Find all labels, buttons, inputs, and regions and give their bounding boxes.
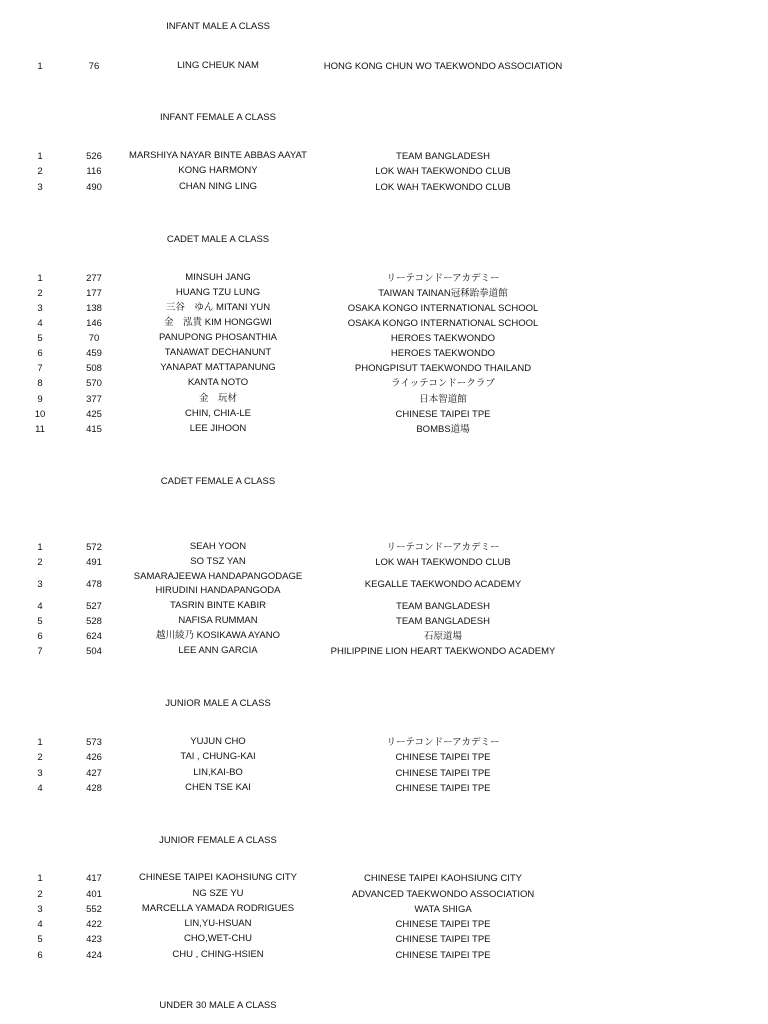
competitor-number-cell: 478 [86, 579, 102, 590]
competitor-number-cell: 70 [88, 333, 100, 344]
rank-cell: 1 [37, 151, 43, 162]
competitor-name-cell: PANUPONG PHOSANTHIA [158, 332, 278, 343]
competitor-name-cell: MARSHIYA NAYAR BINTE ABBAS AAYAT [129, 150, 307, 161]
competitor-name-cell: TASRIN BINTE KABIR [170, 600, 266, 611]
rank-cell: 6 [37, 631, 43, 642]
competitor-name-cell: 金 泓貴 KIM HONGGWI [164, 317, 272, 328]
rank-cell: 2 [37, 166, 43, 177]
rank-cell: 7 [37, 363, 43, 374]
competitor-name-cell: 三谷 ゆん MITANI YUN [165, 302, 271, 313]
rank-cell: 3 [37, 579, 43, 590]
competitor-name-cell-line2: HIRUDINI HANDAPANGODA [155, 585, 281, 596]
competitor-number-cell: 425 [86, 409, 102, 420]
competitor-name-cell: 越川綾乃 KOSIKAWA AYANO [155, 630, 281, 641]
competitor-name-cell: LIN,KAI-BO [193, 767, 243, 778]
club-cell: KEGALLE TAEKWONDO ACADEMY [364, 579, 522, 590]
rank-cell: 2 [37, 288, 43, 299]
club-cell: TEAM BANGLADESH [396, 616, 490, 627]
rank-cell: 7 [37, 646, 43, 657]
competitor-number-cell: 572 [86, 542, 102, 553]
rank-cell: 3 [37, 904, 43, 915]
competitor-number-cell: 377 [86, 394, 102, 405]
competitor-number-cell: 424 [86, 950, 102, 961]
club-cell: PHILIPPINE LION HEART TAEKWONDO ACADEMY [330, 646, 556, 657]
competitor-name-cell: LEE JIHOON [189, 423, 247, 434]
competitor-name-cell: CHINESE TAIPEI KAOHSIUNG CITY [138, 872, 297, 883]
competitor-number-cell: 426 [86, 752, 102, 763]
competitor-name-cell: 金 玩材 [198, 393, 237, 404]
club-cell: 日本智道館 [419, 394, 467, 405]
club-cell: OSAKA KONGO INTERNATIONAL SCHOOL [347, 303, 539, 314]
competitor-number-cell: 459 [86, 348, 102, 359]
competitor-name-cell: NG SZE YU [192, 888, 244, 899]
competitor-name-cell: CHIN, CHIA-LE [185, 408, 251, 419]
rank-cell: 1 [37, 273, 43, 284]
competitor-number-cell: 423 [86, 934, 102, 945]
section-title: INFANT FEMALE A CLASS [160, 112, 276, 123]
club-cell: TEAM BANGLADESH [396, 151, 490, 162]
competitor-number-cell: 504 [86, 646, 102, 657]
club-cell: HONG KONG CHUN WO TAEKWONDO ASSOCIATION [323, 61, 563, 72]
competitor-name-cell: HUANG TZU LUNG [175, 287, 261, 298]
rank-cell: 3 [37, 182, 43, 193]
club-cell: CHINESE TAIPEI KAOHSIUNG CITY [363, 873, 522, 884]
club-cell: HEROES TAEKWONDO [390, 348, 496, 359]
competitor-number-cell: 490 [86, 182, 102, 193]
club-cell: TEAM BANGLADESH [396, 601, 490, 612]
competitor-number-cell: 401 [86, 889, 102, 900]
competitor-name-cell: NAFISA RUMMAN [178, 615, 258, 626]
club-cell: CHINESE TAIPEI TPE [395, 768, 491, 779]
competitor-number-cell: 527 [86, 601, 102, 612]
rank-cell: 2 [37, 889, 43, 900]
club-cell: リーテコンドーアカデミー [386, 542, 500, 553]
competitor-name-cell: SAMARAJEEWA HANDAPANGODAGE [133, 571, 303, 582]
rank-cell: 8 [37, 378, 43, 389]
competitor-name-cell: LING CHEUK NAM [177, 60, 259, 71]
competitor-number-cell: 552 [86, 904, 102, 915]
rank-cell: 3 [37, 303, 43, 314]
section-title: CADET FEMALE A CLASS [160, 476, 276, 487]
section-title: UNDER 30 MALE A CLASS [159, 1000, 277, 1011]
club-cell: ライッテコンドークラブ [391, 378, 495, 389]
rank-cell: 1 [37, 61, 43, 72]
competitor-name-cell: SEAH YOON [189, 541, 247, 552]
club-cell: CHINESE TAIPEI TPE [395, 919, 491, 930]
club-cell: CHINESE TAIPEI TPE [395, 783, 491, 794]
competitor-number-cell: 491 [86, 557, 102, 568]
club-cell: BOMBS道場 [416, 424, 470, 435]
competitor-name-cell: YUJUN CHO [190, 736, 246, 747]
club-cell: 石原道場 [423, 631, 462, 642]
competitor-number-cell: 570 [86, 378, 102, 389]
club-cell: TAIWAN TAINAN冠秝跆拳道館 [378, 288, 508, 299]
rank-cell: 2 [37, 752, 43, 763]
rank-cell: 11 [35, 424, 45, 435]
club-cell: WATA SHIGA [414, 904, 472, 915]
club-cell: CHINESE TAIPEI TPE [395, 934, 491, 945]
section-title: INFANT MALE A CLASS [166, 21, 270, 32]
rank-cell: 9 [37, 394, 43, 405]
club-cell: ADVANCED TAEKWONDO ASSOCIATION [351, 889, 535, 900]
competitor-number-cell: 417 [86, 873, 102, 884]
rank-cell: 1 [37, 737, 43, 748]
competitor-number-cell: 508 [86, 363, 102, 374]
rank-cell: 10 [34, 409, 46, 420]
rank-cell: 4 [37, 919, 43, 930]
club-cell: リーテコンドーアカデミー [386, 737, 500, 748]
club-cell: リーテコンドーアカデミー [386, 273, 500, 284]
club-cell: HEROES TAEKWONDO [390, 333, 496, 344]
competitor-number-cell: 177 [86, 288, 102, 299]
competitor-number-cell: 573 [86, 737, 102, 748]
rank-cell: 5 [37, 934, 43, 945]
rank-cell: 1 [37, 542, 43, 553]
rank-cell: 6 [37, 348, 43, 359]
competitor-number-cell: 116 [86, 166, 102, 177]
competitor-name-cell: LIN,YU-HSUAN [184, 918, 252, 929]
competitor-name-cell: CHO,WET-CHU [183, 933, 253, 944]
club-cell: LOK WAH TAEKWONDO CLUB [375, 182, 511, 193]
competitor-number-cell: 138 [86, 303, 102, 314]
competitor-number-cell: 526 [86, 151, 102, 162]
rank-cell: 4 [37, 601, 43, 612]
rank-cell: 2 [37, 557, 43, 568]
club-cell: CHINESE TAIPEI TPE [395, 950, 491, 961]
competitor-name-cell: CHAN NING LING [178, 181, 258, 192]
rank-cell: 4 [37, 318, 43, 329]
competitor-name-cell: CHU , CHING-HSIEN [172, 949, 264, 960]
competitor-name-cell: SO TSZ YAN [190, 556, 246, 567]
competitor-name-cell: KANTA NOTO [187, 377, 249, 388]
rank-cell: 6 [37, 950, 43, 961]
competitor-number-cell: 624 [86, 631, 102, 642]
competitor-name-cell: KONG HARMONY [178, 165, 258, 176]
competitor-number-cell: 76 [88, 61, 100, 72]
rank-cell: 4 [37, 783, 43, 794]
section-title: JUNIOR FEMALE A CLASS [159, 835, 277, 846]
section-title: JUNIOR MALE A CLASS [165, 698, 271, 709]
rank-cell: 3 [37, 768, 43, 779]
competitor-number-cell: 422 [86, 919, 102, 930]
club-cell: CHINESE TAIPEI TPE [395, 409, 491, 420]
competitor-number-cell: 528 [86, 616, 102, 627]
competitor-name-cell: LEE ANN GARCIA [178, 645, 258, 656]
competitor-name-cell: YANAPAT MATTAPANUNG [160, 362, 276, 373]
competitor-name-cell: TAI , CHUNG-KAI [180, 751, 256, 762]
rank-cell: 5 [37, 333, 43, 344]
club-cell: PHONGPISUT TAEKWONDO THAILAND [354, 363, 532, 374]
club-cell: OSAKA KONGO INTERNATIONAL SCHOOL [347, 318, 539, 329]
competitor-number-cell: 146 [86, 318, 102, 329]
section-title: CADET MALE A CLASS [166, 234, 270, 245]
competitor-name-cell: MARCELLA YAMADA RODRIGUES [141, 903, 295, 914]
competitor-name-cell: TANAWAT DECHANUNT [164, 347, 272, 358]
competitor-number-cell: 415 [86, 424, 102, 435]
club-cell: LOK WAH TAEKWONDO CLUB [375, 557, 511, 568]
competitor-name-cell: CHEN TSE KAI [185, 782, 251, 793]
competitor-number-cell: 277 [86, 273, 102, 284]
rank-cell: 5 [37, 616, 43, 627]
competitor-name-cell: MINSUH JANG [185, 272, 251, 283]
competitor-number-cell: 427 [86, 768, 102, 779]
club-cell: CHINESE TAIPEI TPE [395, 752, 491, 763]
rank-cell: 1 [37, 873, 43, 884]
competitor-number-cell: 428 [86, 783, 102, 794]
club-cell: LOK WAH TAEKWONDO CLUB [375, 166, 511, 177]
